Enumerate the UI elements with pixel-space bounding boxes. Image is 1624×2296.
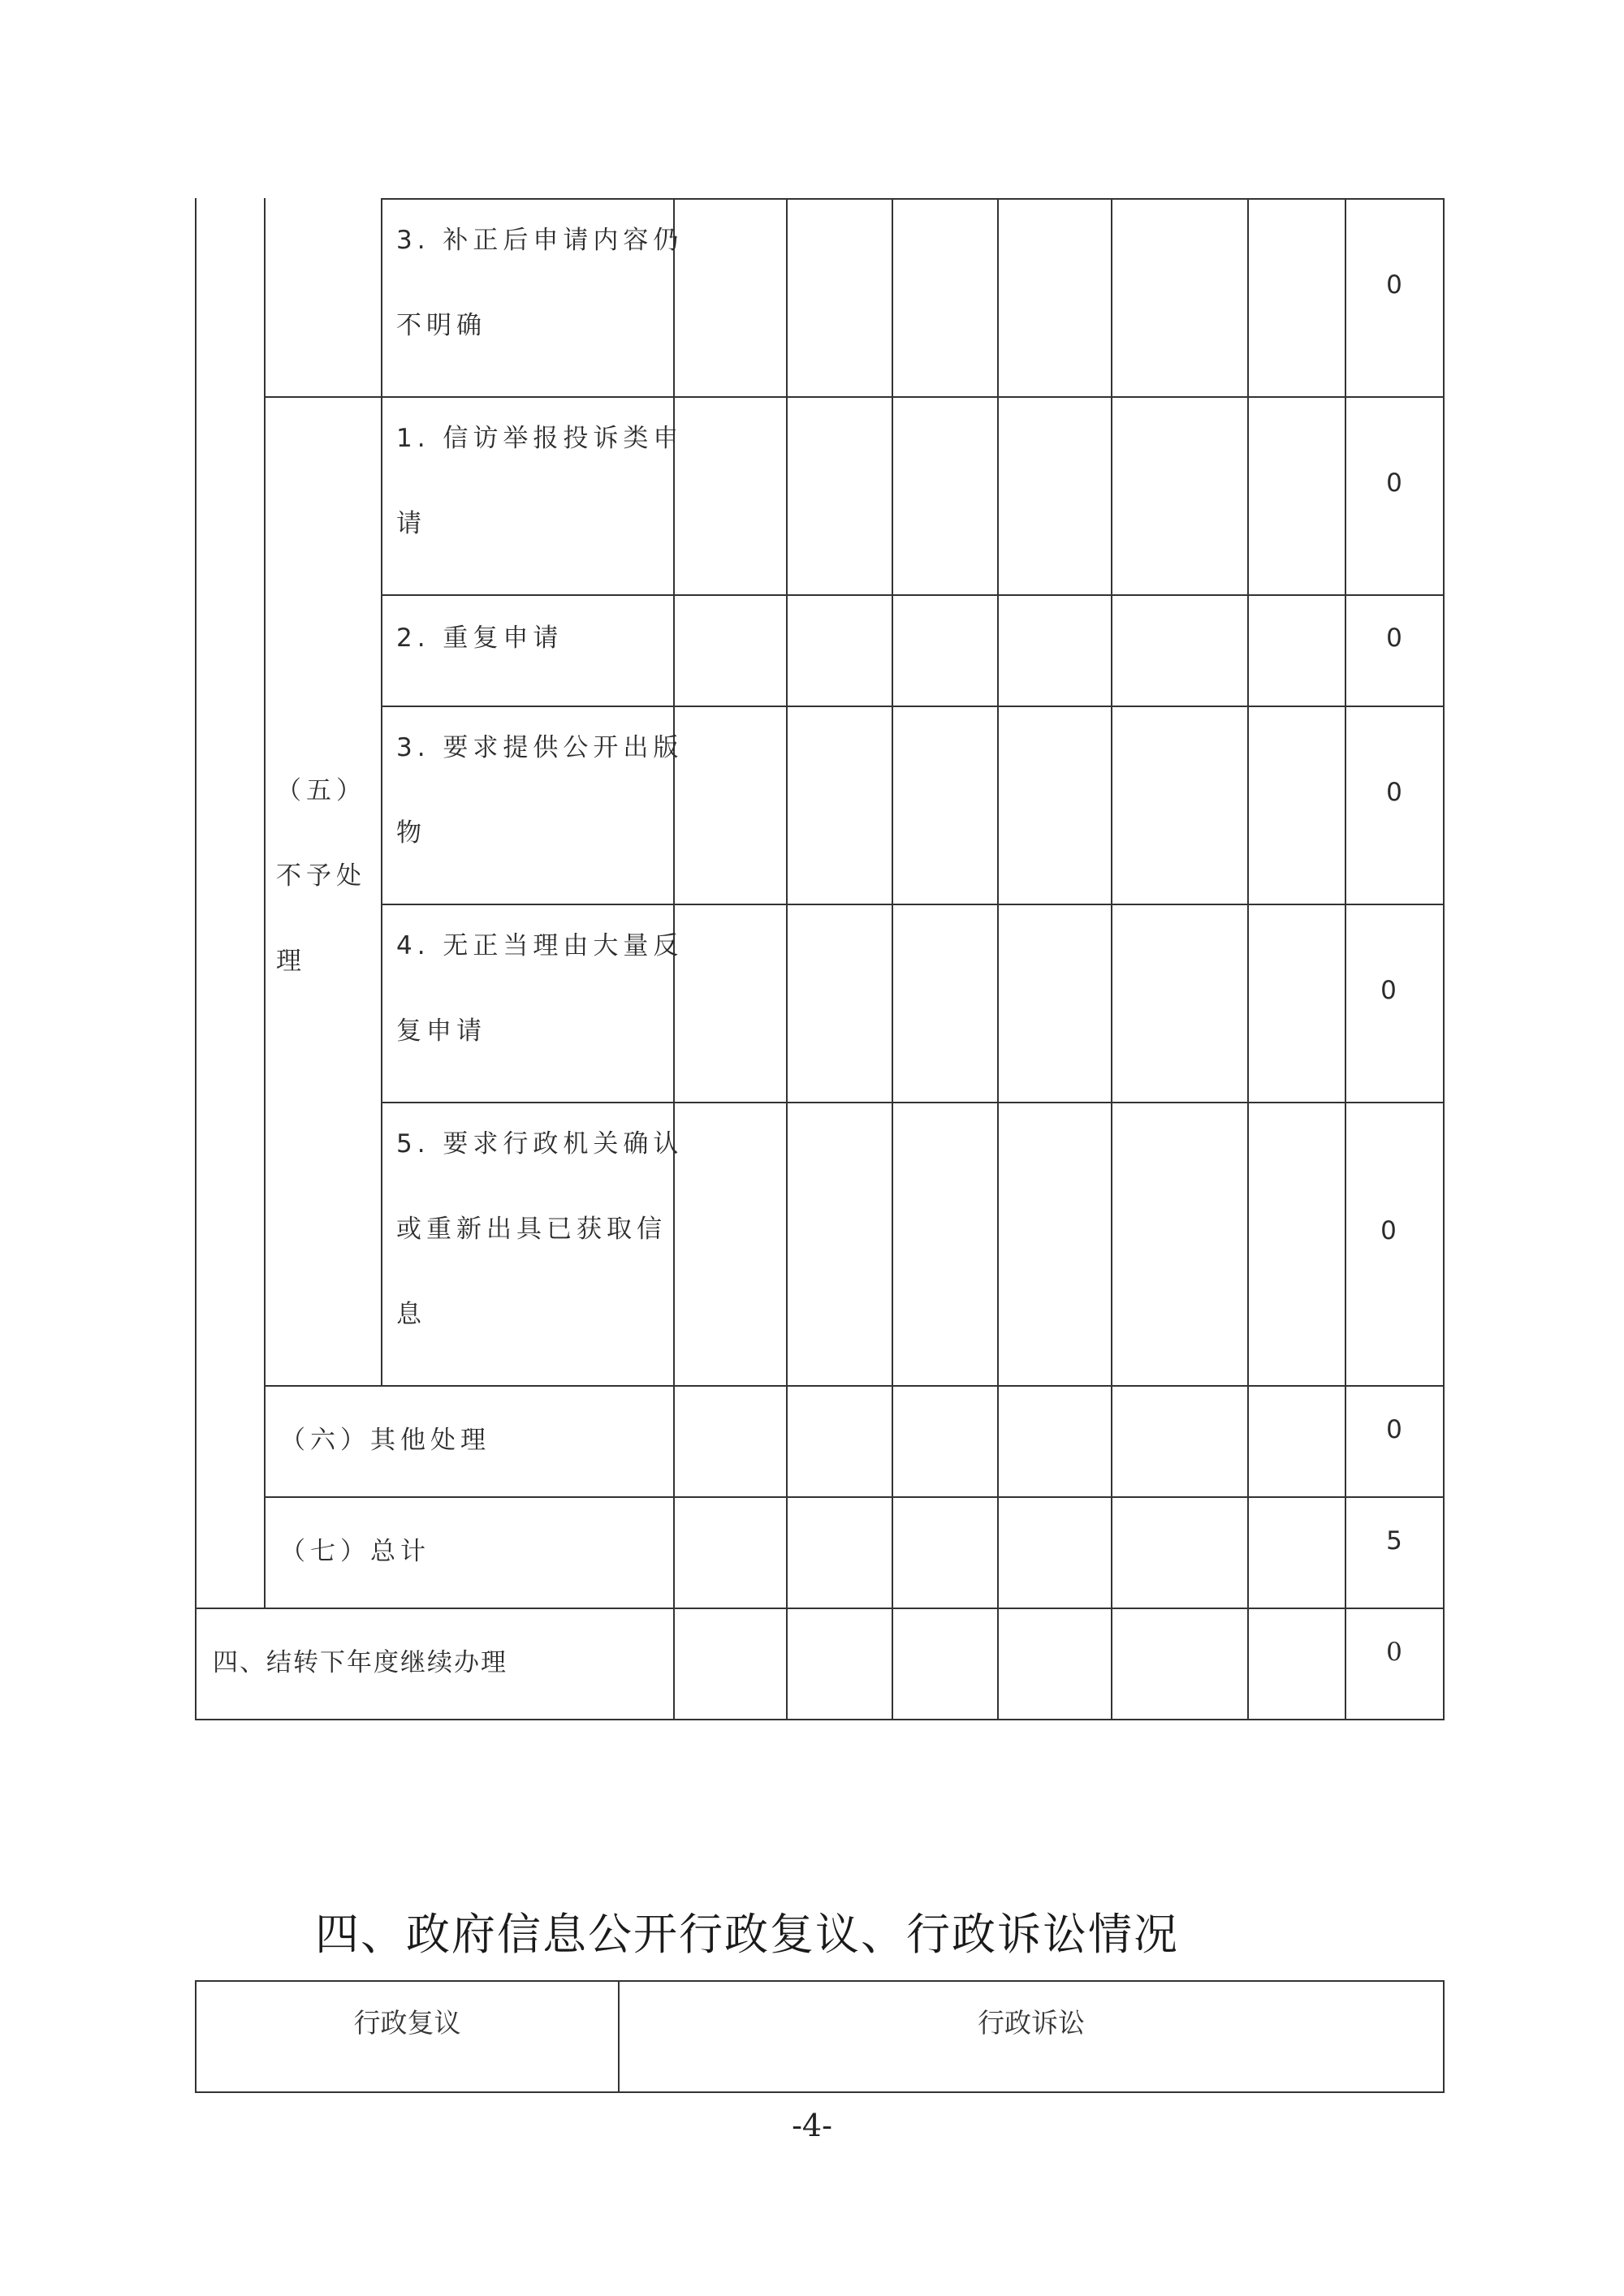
table-line [264,198,266,1608]
row-total: 0 [1386,270,1402,300]
row-label-line: 不明确 [396,311,486,340]
row-label [396,904,683,1074]
table-line [1111,198,1112,1720]
row-label-line: 3. 要求提供公开出版 [396,733,684,762]
administrative-review-header: 行政复议 [353,2007,461,2039]
table-line [1345,198,1346,1720]
table-line [892,198,893,1720]
table-line [195,1719,1445,1720]
row-label [396,1102,683,1357]
row-total: 0 [1386,468,1402,498]
table-line [195,1980,1445,1982]
carry-over-total: 0 [1386,1638,1402,1667]
row-total: 0 [1380,1216,1397,1245]
table-line [786,198,788,1720]
row-label-line: 1. 信访举报投诉类申 [396,424,684,453]
group-label-line: 不予处 [276,861,366,891]
row-label [396,396,683,567]
table-line [997,198,999,1720]
row-label-line: 3. 补正后申请内容仍 [396,226,684,255]
row-label-line: 4. 无正当理由大量反 [396,931,684,960]
page-number: -4- [792,2108,832,2143]
row-label-line: 复申请 [396,1016,486,1046]
sum-total: 5 [1386,1526,1402,1556]
table-line [1247,198,1249,1720]
row-total: 0 [1386,624,1402,653]
section-heading: 四、政府信息公开行政复议、行政诉讼情况 [315,1909,1179,1960]
row-label [396,706,683,876]
table-line [195,2091,1445,2093]
administrative-litigation-header: 行政诉讼 [978,2007,1085,2039]
row-total: 0 [1386,778,1402,807]
table-line [195,1608,1445,1609]
table-line [264,1385,1445,1387]
carry-over-label: 四、结转下年度继续办理 [213,1648,508,1677]
group-label-no-processing [276,749,366,1004]
group-label-line: 理 [276,947,306,976]
row-label [396,198,683,369]
row-label-line: 请 [396,509,426,538]
row-label-line: 5. 要求行政机关确认 [396,1129,684,1159]
table-line [1443,1980,1445,2093]
table-line [381,198,382,1385]
row-label-line: 物 [396,818,426,848]
group-label-line: （五） [276,776,366,805]
table-line [264,1496,1445,1498]
row-label-line: 息 [396,1300,426,1329]
table-line [1443,198,1445,1720]
other-processing-label: （六）其他处理 [280,1426,490,1455]
row-label-line: 2. 重复申请 [396,624,564,653]
row-total: 0 [1380,976,1397,1005]
other-processing-total: 0 [1386,1415,1402,1444]
row-label-line: 或重新出具已获取信 [396,1215,667,1244]
sum-label: （七）总计 [280,1537,430,1566]
row-label [396,596,563,681]
table-line [195,198,197,1720]
